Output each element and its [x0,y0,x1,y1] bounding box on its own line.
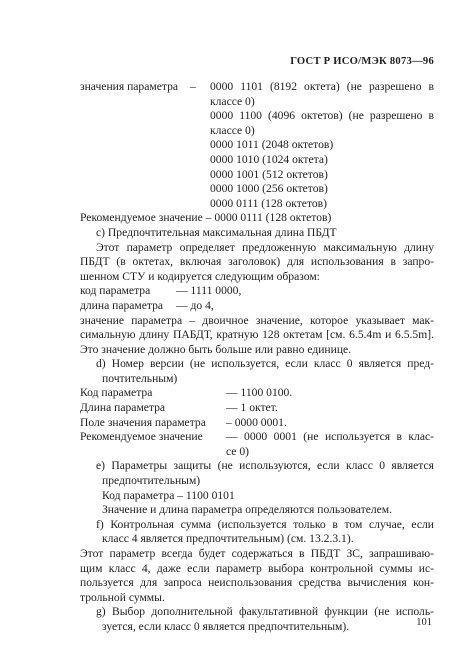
paragraph-line: симальную длину ПАБДТ, кратную 128 октетам [см. 6.5.4m и 6.5.5m]. [80,328,434,342]
paragraph-line: щим класс 4, даже если параметр выбора контрольной суммы ис- [80,561,434,575]
param-code-label: код параметра [80,284,151,298]
paragraph-line: Этот параметр определяет предложенную максимальную длину [96,240,434,254]
param-code-label: Код параметра [80,386,153,400]
param-code-value: — 1100 0100. [226,386,293,400]
value-line: 0000 1101 (8192 октета) (не разрешено в [210,80,434,93]
param-length-label: Длина параметра [80,401,166,415]
running-header: ГОСТ Р ИСО/МЭК 8073—96 [290,56,434,67]
value-line: 0000 1100 (4096 октетов) (не разрешено в [210,109,434,123]
param-value-label: значения параметра [80,80,179,93]
value-line: 0000 1000 (256 октетов) [210,182,328,196]
recommended-value: — 0000 0001 (не используется в клас- [226,430,434,444]
param-length-value: — до 4, [176,298,214,312]
recommended-label: Рекомендуемое значение [80,430,203,444]
recommended-value: Рекомендуемое значение – 0000 0111 (128 октетов) [80,211,332,225]
param-code-row [80,386,434,401]
param-length-label: длина параметра [80,298,164,312]
value-line: классе 0) [210,94,255,108]
param-field-label: Поле значения параметра [80,415,206,429]
item-f-heading-cont: класс 4 является предпочтительным) (см. 13.2.3.1). [102,532,354,546]
param-field-row [80,416,434,431]
param-value-row [80,80,434,95]
paragraph-line: трольной суммы. [80,590,165,604]
value-line: 0000 1001 (512 октетов) [210,167,328,181]
value-line: 0000 0111 (128 октетов) [210,196,327,210]
item-e-heading: е) Параметры защиты (не используются, если класс 0 является [96,459,434,473]
paragraph-line: Это значение должно быть больше или равно единице. [80,342,352,356]
paragraph-line: Значение и длина параметра определяются пользователем. [102,503,393,517]
page-number: 101 [416,617,432,628]
param-length-value: — 1 октет. [226,401,278,415]
item-d-heading-cont: почтительным) [102,371,178,385]
value-line: 0000 1010 (1024 октета) [210,152,328,166]
paragraph-line: значение параметра – двоичное значение, которое указывает мак- [80,313,434,327]
value-line: 0000 1011 (2048 октетов) [210,138,334,152]
recommended-value-cont: се 0) [226,444,249,458]
item-d-heading: d) Номер версии (не используется, если класс 0 является пред- [96,357,434,371]
value-line: классе 0) [210,123,255,137]
item-f-heading: f) Контрольная сумма (используется только в том случае, если [96,517,434,531]
param-length-row [80,299,434,314]
item-g-heading-cont: зуется, если класс 0 является предпочтительным). [102,619,350,633]
param-length-row [80,401,434,416]
paragraph-line: шенном СТУ и кодируется следующим образом: [80,269,320,283]
param-code-value: — 1111 0000, [176,284,242,298]
param-code-line: Код параметра – 1100 0101 [102,488,235,502]
item-c-heading: с) Предпочтительная максимальная длина ПБДТ [96,225,337,239]
paragraph-line: Этот параметр всегда будет содержаться в ПБДТ ЗС, запрашиваю- [80,547,434,560]
param-code-row [80,284,434,299]
item-g-heading: g) Выбор дополнительной факультативной функции (не исполь- [96,605,434,619]
item-e-heading-cont: предпочтительным) [102,474,201,488]
page-body [80,80,434,635]
paragraph-line: пользуется для запроса неиспользования средства вычисления кон- [80,576,434,590]
paragraph-line: ПБДТ (в октетах, включая заголовок) для использования в запро- [80,255,434,269]
param-field-value: – 0000 0001. [226,415,287,429]
recommended-row [80,430,434,445]
dash: – [190,80,196,93]
